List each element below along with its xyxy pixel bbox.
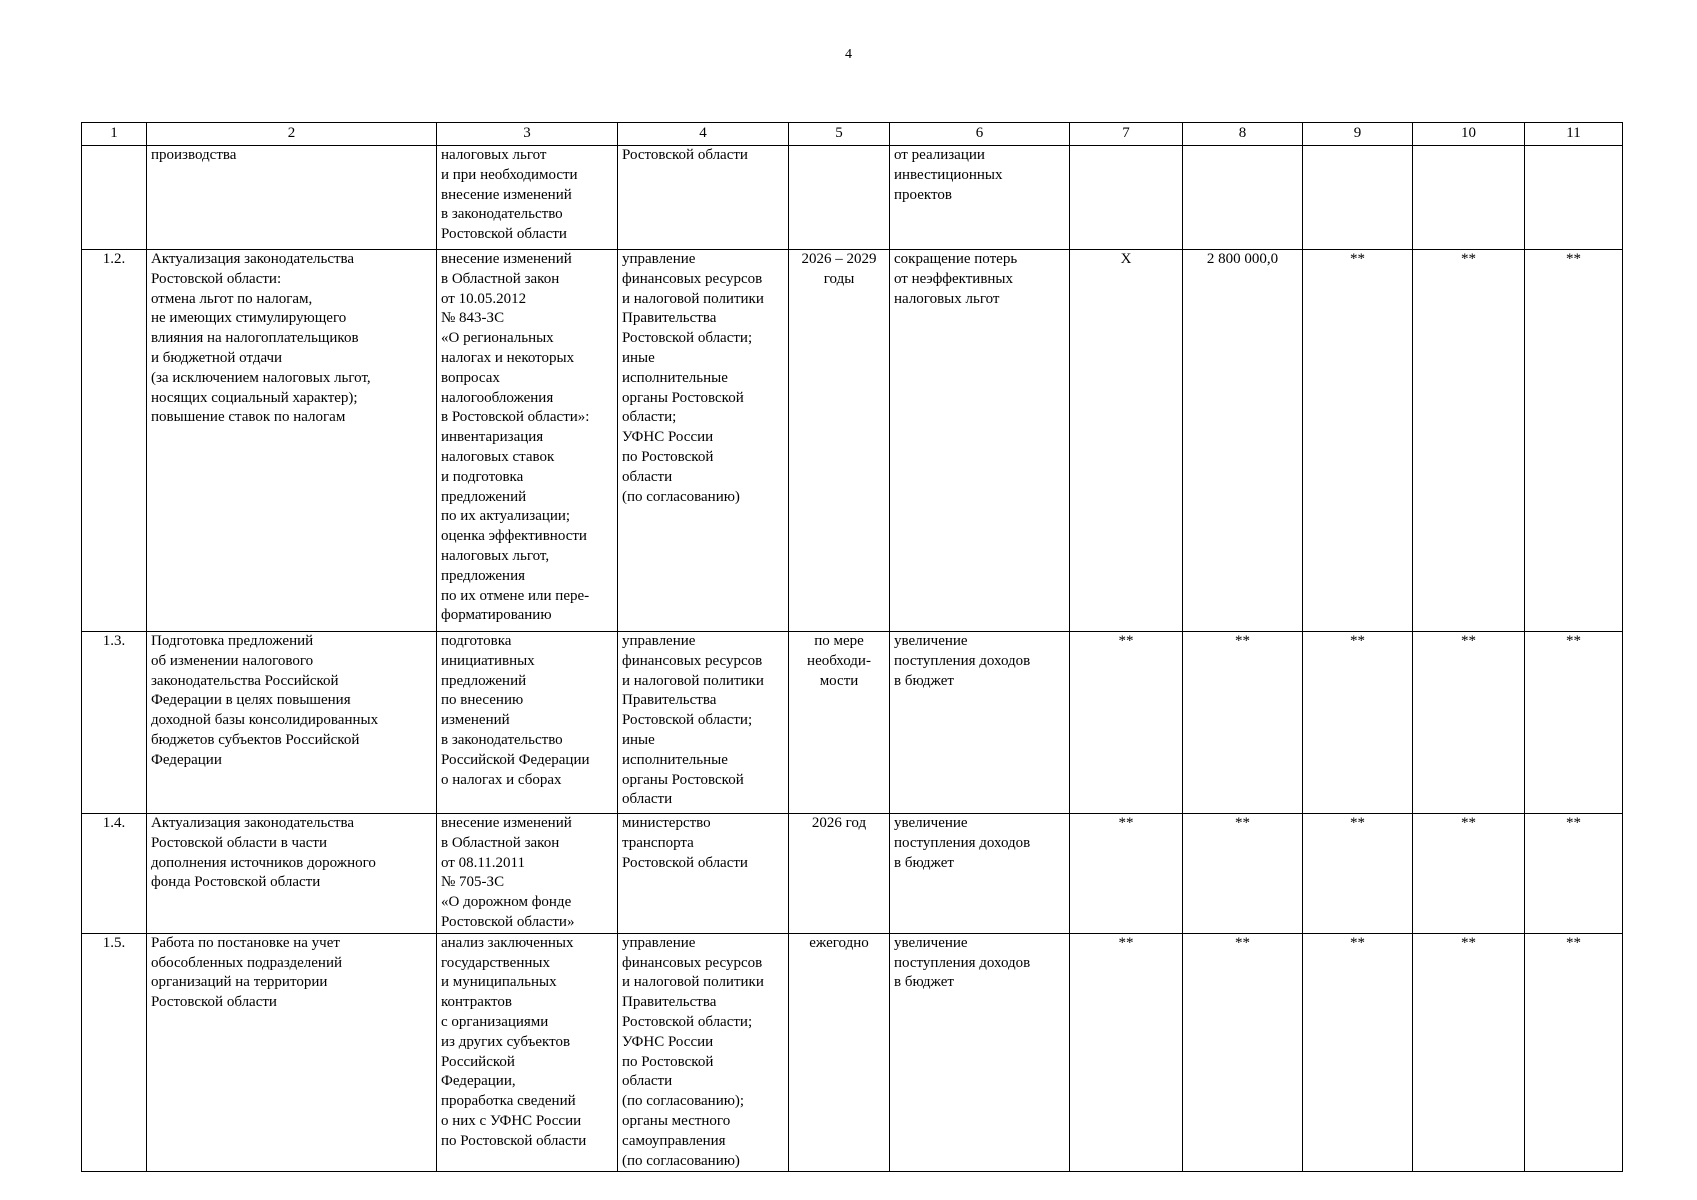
column-header: 4 xyxy=(618,123,789,146)
value-col-9: ** xyxy=(1303,814,1413,934)
value-col-7: ** xyxy=(1070,933,1183,1172)
value-col-7: ** xyxy=(1070,814,1183,934)
table-row xyxy=(82,632,1623,814)
value-col-10: ** xyxy=(1413,814,1525,934)
value-col-10 xyxy=(1413,146,1525,250)
column-header: 7 xyxy=(1070,123,1183,146)
value-col-11: ** xyxy=(1525,250,1623,632)
measures-table xyxy=(81,122,1623,1172)
value-col-11: ** xyxy=(1525,632,1623,814)
row-number: 1.3. xyxy=(82,632,147,814)
column-header: 9 xyxy=(1303,123,1413,146)
column-header: 3 xyxy=(437,123,618,146)
row-number xyxy=(82,146,147,250)
value-col-9: ** xyxy=(1303,933,1413,1172)
term: ежегодно xyxy=(789,933,890,1172)
executor: министерство транспорта Ростовской области xyxy=(618,814,789,934)
value-col-11: ** xyxy=(1525,814,1623,934)
value-col-10: ** xyxy=(1413,632,1525,814)
mechanism: налоговых льгот и при необходимости внесение изменений в законодательство Ростовской области xyxy=(437,146,618,250)
value-col-10: ** xyxy=(1413,933,1525,1172)
value-col-8: ** xyxy=(1183,814,1303,934)
row-number: 1.2. xyxy=(82,250,147,632)
mechanism: анализ заключенных государственных и муниципальных контрактов с организациями из других субъектов Российской Федерации, проработка сведений о них с УФНС России по Ростовской области xyxy=(437,933,618,1172)
executor: управление финансовых ресурсов и налоговой политики Правительства Ростовской области; УФНС России по Ростовской области (по согласованию); органы местного самоуправления (по согласованию) xyxy=(618,933,789,1172)
measure-name: производства xyxy=(147,146,437,250)
term xyxy=(789,146,890,250)
expected-result: увеличение поступления доходов в бюджет xyxy=(890,933,1070,1172)
row-number: 1.4. xyxy=(82,814,147,934)
table-row xyxy=(82,250,1623,632)
column-header: 6 xyxy=(890,123,1070,146)
value-col-7: ** xyxy=(1070,632,1183,814)
term: 2026 – 2029 годы xyxy=(789,250,890,632)
measure-name: Актуализация законодательства Ростовской области: отмена льгот по налогам, не имеющих стимулирующего влияния на налогоплательщиков и бюджетной отдачи (за исключением налоговых льгот, носящих социальный характер); повышение ставок по налогам xyxy=(147,250,437,632)
value-col-8 xyxy=(1183,146,1303,250)
expected-result: увеличение поступления доходов в бюджет xyxy=(890,632,1070,814)
value-col-11 xyxy=(1525,146,1623,250)
value-col-9: ** xyxy=(1303,250,1413,632)
value-col-9 xyxy=(1303,146,1413,250)
column-header: 1 xyxy=(82,123,147,146)
value-col-11: ** xyxy=(1525,933,1623,1172)
table-row xyxy=(82,814,1623,934)
term: 2026 год xyxy=(789,814,890,934)
executor: управление финансовых ресурсов и налоговой политики Правительства Ростовской области; иные исполнительные органы Ростовской области; УФНС России по Ростовской области (по согласованию) xyxy=(618,250,789,632)
value-col-8: ** xyxy=(1183,933,1303,1172)
column-header: 10 xyxy=(1413,123,1525,146)
mechanism: подготовка инициативных предложений по внесению изменений в законодательство Российской Федерации о налогах и сборах xyxy=(437,632,618,814)
value-col-7 xyxy=(1070,146,1183,250)
executor: управление финансовых ресурсов и налоговой политики Правительства Ростовской области; иные исполнительные органы Ростовской области xyxy=(618,632,789,814)
page-number: 4 xyxy=(845,47,852,62)
table-row xyxy=(82,933,1623,1172)
value-col-10: ** xyxy=(1413,250,1525,632)
column-header: 5 xyxy=(789,123,890,146)
column-numbers-row xyxy=(82,123,1623,146)
value-col-8: ** xyxy=(1183,632,1303,814)
measure-name: Подготовка предложений об изменении налогового законодательства Российской Федерации в целях повышения доходной базы консолидированных бюджетов субъектов Российской Федерации xyxy=(147,632,437,814)
row-number: 1.5. xyxy=(82,933,147,1172)
column-header: 8 xyxy=(1183,123,1303,146)
expected-result: увеличение поступления доходов в бюджет xyxy=(890,814,1070,934)
expected-result: от реализации инвестиционных проектов xyxy=(890,146,1070,250)
measure-name: Работа по постановке на учет обособленных подразделений организаций на территории Ростовской области xyxy=(147,933,437,1172)
column-header: 11 xyxy=(1525,123,1623,146)
mechanism: внесение изменений в Областной закон от 10.05.2012 № 843-ЗС «О региональных налогах и некоторых вопросах налогообложения в Ростовской области»: инвентаризация налоговых ставок и подготовка предложений по их актуализации; оценка эффективности налоговых льгот, предложения по их отмене или пере- форматированию xyxy=(437,250,618,632)
term: по мере необходи- мости xyxy=(789,632,890,814)
value-col-7: Х xyxy=(1070,250,1183,632)
table-row xyxy=(82,146,1623,250)
executor: Ростовской области xyxy=(618,146,789,250)
expected-result: сокращение потерь от неэффективных налоговых льгот xyxy=(890,250,1070,632)
measure-name: Актуализация законодательства Ростовской области в части дополнения источников дорожного фонда Ростовской области xyxy=(147,814,437,934)
column-header: 2 xyxy=(147,123,437,146)
value-col-9: ** xyxy=(1303,632,1413,814)
value-col-8: 2 800 000,0 xyxy=(1183,250,1303,632)
mechanism: внесение изменений в Областной закон от 08.11.2011 № 705-ЗС «О дорожном фонде Ростовской области» xyxy=(437,814,618,934)
